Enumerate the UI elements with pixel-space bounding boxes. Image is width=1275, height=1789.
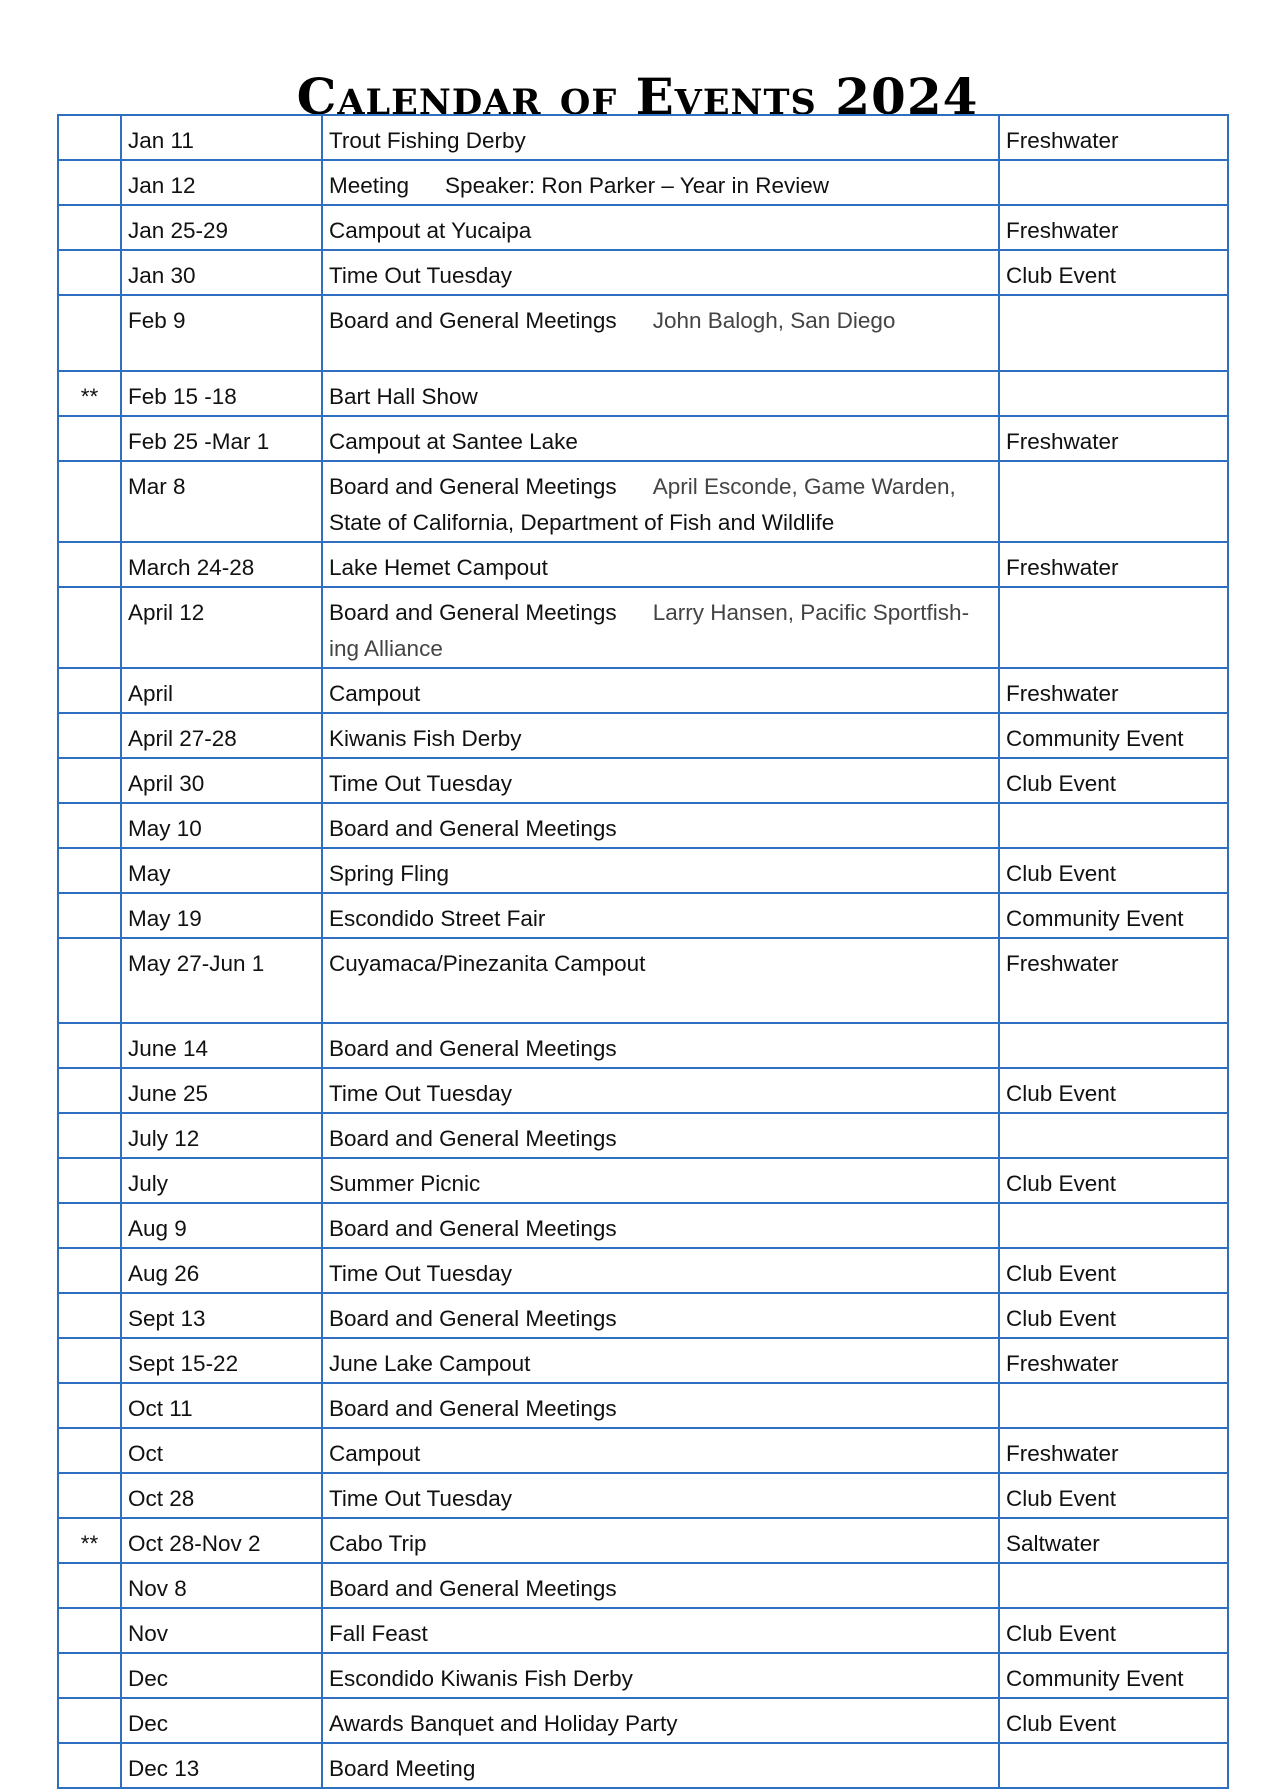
highlight-marker: ** [58, 371, 121, 416]
event-category [999, 1743, 1228, 1788]
event-name: Campout at Yucaipa [329, 218, 532, 243]
table-row [58, 1023, 1228, 1068]
highlight-marker [58, 848, 121, 893]
event-category: Club Event [999, 1158, 1228, 1203]
highlight-marker [58, 1608, 121, 1653]
highlight-marker [58, 938, 121, 1023]
event-category: Freshwater [999, 205, 1228, 250]
table-row [58, 542, 1228, 587]
event-date: Nov [121, 1608, 322, 1653]
event-cell [322, 848, 999, 893]
event-category [999, 461, 1228, 542]
event-name: Board Meeting [329, 1756, 476, 1781]
table-row [58, 160, 1228, 205]
event-cell [322, 416, 999, 461]
event-date: July 12 [121, 1113, 322, 1158]
event-cell [322, 1743, 999, 1788]
event-date: Sept 13 [121, 1293, 322, 1338]
table-row [58, 938, 1228, 1023]
event-category: Freshwater [999, 115, 1228, 160]
event-category [999, 295, 1228, 371]
event-category: Freshwater [999, 1428, 1228, 1473]
event-category: Community Event [999, 713, 1228, 758]
event-category [999, 1113, 1228, 1158]
event-category: Club Event [999, 1608, 1228, 1653]
highlight-marker [58, 115, 121, 160]
event-cell [322, 295, 999, 371]
event-name: Board and General Meetings [329, 474, 617, 499]
event-cell [322, 938, 999, 1023]
highlight-marker [58, 205, 121, 250]
event-name: Time Out Tuesday [329, 1486, 512, 1511]
event-category: Saltwater [999, 1518, 1228, 1563]
event-date: Mar 8 [121, 461, 322, 542]
table-row [58, 1113, 1228, 1158]
highlight-marker [58, 542, 121, 587]
event-date: April 12 [121, 587, 322, 668]
event-category [999, 1023, 1228, 1068]
event-name: Cabo Trip [329, 1531, 427, 1556]
event-name: Meeting [329, 173, 410, 198]
event-name: Board and General Meetings [329, 308, 617, 333]
event-date: May 19 [121, 893, 322, 938]
event-name: Time Out Tuesday [329, 1081, 512, 1106]
event-cell [322, 1428, 999, 1473]
event-date: Aug 26 [121, 1248, 322, 1293]
table-row [58, 668, 1228, 713]
table-row [58, 893, 1228, 938]
event-date: Jan 25-29 [121, 205, 322, 250]
event-name: Bart Hall Show [329, 384, 478, 409]
event-date: April [121, 668, 322, 713]
event-cell [322, 758, 999, 803]
event-name: Trout Fishing Derby [329, 128, 526, 153]
event-category: Club Event [999, 250, 1228, 295]
event-category: Club Event [999, 848, 1228, 893]
event-date: Dec 13 [121, 1743, 322, 1788]
event-name: Campout [329, 681, 421, 706]
event-date: July [121, 1158, 322, 1203]
highlight-marker [58, 1158, 121, 1203]
event-cell [322, 1293, 999, 1338]
highlight-marker [58, 1293, 121, 1338]
event-date: March 24-28 [121, 542, 322, 587]
event-cell [322, 250, 999, 295]
table-row [58, 1158, 1228, 1203]
event-category [999, 587, 1228, 668]
table-row [58, 1653, 1228, 1698]
event-name: Awards Banquet and Holiday Party [329, 1711, 678, 1736]
table-row [58, 1563, 1228, 1608]
event-date: May 10 [121, 803, 322, 848]
event-date: April 27-28 [121, 713, 322, 758]
event-name: Board and General Meetings [329, 600, 617, 625]
event-cell [322, 542, 999, 587]
event-cell [322, 1518, 999, 1563]
table-row [58, 205, 1228, 250]
event-cell [322, 371, 999, 416]
events-table [57, 114, 1229, 1789]
event-cell [322, 1023, 999, 1068]
event-category: Club Event [999, 1293, 1228, 1338]
event-category: Freshwater [999, 1338, 1228, 1383]
event-date: May [121, 848, 322, 893]
event-cell [322, 1338, 999, 1383]
event-date: Feb 15 -18 [121, 371, 322, 416]
highlight-marker [58, 250, 121, 295]
table-row [58, 1338, 1228, 1383]
event-cell [322, 587, 999, 668]
event-category: Community Event [999, 1653, 1228, 1698]
event-category [999, 1563, 1228, 1608]
highlight-marker [58, 160, 121, 205]
event-name: Time Out Tuesday [329, 771, 512, 796]
table-row [58, 461, 1228, 542]
event-date: Dec [121, 1653, 322, 1698]
event-name: Board and General Meetings [329, 1306, 617, 1331]
event-cell [322, 1113, 999, 1158]
table-row [58, 758, 1228, 803]
highlight-marker [58, 1248, 121, 1293]
highlight-marker [58, 668, 121, 713]
table-row [58, 371, 1228, 416]
table-row [58, 1428, 1228, 1473]
event-name: Board and General Meetings [329, 816, 617, 841]
table-row [58, 1473, 1228, 1518]
table-row [58, 1203, 1228, 1248]
event-category: Club Event [999, 758, 1228, 803]
event-name: Spring Fling [329, 861, 450, 886]
event-date: Jan 12 [121, 160, 322, 205]
event-name: Escondido Street Fair [329, 906, 546, 931]
table-row [58, 1698, 1228, 1743]
event-date: Oct [121, 1428, 322, 1473]
event-date: Feb 9 [121, 295, 322, 371]
event-name: Campout [329, 1441, 421, 1466]
event-cell [322, 1608, 999, 1653]
table-row [58, 1608, 1228, 1653]
event-cell [322, 668, 999, 713]
event-category [999, 803, 1228, 848]
highlight-marker [58, 1473, 121, 1518]
table-row [58, 1068, 1228, 1113]
event-name: Board and General Meetings [329, 1576, 617, 1601]
event-date: Aug 9 [121, 1203, 322, 1248]
event-date: June 25 [121, 1068, 322, 1113]
table-row [58, 1293, 1228, 1338]
event-date: May 27-Jun 1 [121, 938, 322, 1023]
event-cell [322, 1203, 999, 1248]
event-cell [322, 1383, 999, 1428]
highlight-marker [58, 893, 121, 938]
event-name: Campout at Santee Lake [329, 429, 578, 454]
event-category [999, 1203, 1228, 1248]
event-category [999, 1383, 1228, 1428]
event-name: Time Out Tuesday [329, 1261, 512, 1286]
event-name: Time Out Tuesday [329, 263, 512, 288]
event-cell [322, 1698, 999, 1743]
event-category: Freshwater [999, 668, 1228, 713]
highlight-marker [58, 587, 121, 668]
table-row [58, 1743, 1228, 1788]
highlight-marker [58, 416, 121, 461]
event-speaker-continuation: ing Alliance [329, 636, 443, 661]
event-category [999, 160, 1228, 205]
highlight-marker [58, 461, 121, 542]
table-row [58, 250, 1228, 295]
event-cell [322, 115, 999, 160]
event-name: Kiwanis Fish Derby [329, 726, 522, 751]
event-date: June 14 [121, 1023, 322, 1068]
event-name: June Lake Campout [329, 1351, 531, 1376]
event-speaker: John Balogh, San Diego [652, 308, 896, 333]
event-cell [322, 1248, 999, 1293]
event-date: Oct 11 [121, 1383, 322, 1428]
event-name: Escondido Kiwanis Fish Derby [329, 1666, 633, 1691]
highlight-marker [58, 1023, 121, 1068]
highlight-marker [58, 803, 121, 848]
event-cell [322, 1158, 999, 1203]
highlight-marker [58, 1698, 121, 1743]
event-name: Board and General Meetings [329, 1216, 617, 1241]
event-name: Board and General Meetings [329, 1396, 617, 1421]
event-category: Freshwater [999, 416, 1228, 461]
event-speaker: Larry Hansen, Pacific Sportfish- [652, 600, 970, 625]
highlight-marker [58, 1383, 121, 1428]
event-category: Club Event [999, 1473, 1228, 1518]
event-date: April 30 [121, 758, 322, 803]
highlight-marker [58, 1428, 121, 1473]
table-row [58, 1518, 1228, 1563]
event-date: Jan 11 [121, 115, 322, 160]
event-category: Community Event [999, 893, 1228, 938]
event-category: Freshwater [999, 938, 1228, 1023]
event-cell [322, 893, 999, 938]
event-speaker: April Esconde, Game Warden, [652, 474, 956, 499]
events-table-body [58, 115, 1228, 1788]
table-row [58, 1383, 1228, 1428]
event-category: Club Event [999, 1248, 1228, 1293]
table-row [58, 416, 1228, 461]
table-row [58, 295, 1228, 371]
event-speaker-continuation: State of California, Department of Fish and Wildlife [329, 510, 835, 535]
highlight-marker [58, 1743, 121, 1788]
highlight-marker [58, 1203, 121, 1248]
highlight-marker [58, 295, 121, 371]
event-date: Sept 15-22 [121, 1338, 322, 1383]
highlight-marker [58, 1068, 121, 1113]
event-name: Summer Picnic [329, 1171, 481, 1196]
highlight-marker [58, 758, 121, 803]
event-cell [322, 803, 999, 848]
event-category [999, 371, 1228, 416]
event-date: Dec [121, 1698, 322, 1743]
event-date: Jan 30 [121, 250, 322, 295]
highlight-marker [58, 1113, 121, 1158]
event-category: Freshwater [999, 542, 1228, 587]
event-cell [322, 461, 999, 542]
event-date: Feb 25 -Mar 1 [121, 416, 322, 461]
highlight-marker [58, 1653, 121, 1698]
event-name: Lake Hemet Campout [329, 555, 548, 580]
event-date: Nov 8 [121, 1563, 322, 1608]
event-name: Board and General Meetings [329, 1036, 617, 1061]
event-cell [322, 1563, 999, 1608]
highlight-marker: ** [58, 1518, 121, 1563]
table-row [58, 587, 1228, 668]
event-category: Club Event [999, 1068, 1228, 1113]
event-cell [322, 205, 999, 250]
table-row [58, 1248, 1228, 1293]
event-name: Cuyamaca/Pinezanita Campout [329, 951, 646, 976]
event-cell [322, 1473, 999, 1518]
event-cell [322, 1653, 999, 1698]
table-row [58, 115, 1228, 160]
event-cell [322, 713, 999, 758]
highlight-marker [58, 1563, 121, 1608]
event-cell [322, 160, 999, 205]
table-row [58, 713, 1228, 758]
event-name: Fall Feast [329, 1621, 428, 1646]
event-name: Board and General Meetings [329, 1126, 617, 1151]
table-row [58, 848, 1228, 893]
highlight-marker [58, 713, 121, 758]
event-speaker: Speaker: Ron Parker – Year in Review [445, 173, 830, 198]
event-date: Oct 28 [121, 1473, 322, 1518]
event-category: Club Event [999, 1698, 1228, 1743]
event-cell [322, 1068, 999, 1113]
table-row [58, 803, 1228, 848]
event-date: Oct 28-Nov 2 [121, 1518, 322, 1563]
highlight-marker [58, 1338, 121, 1383]
page-title: Calendar of Events 2024 [296, 66, 979, 126]
